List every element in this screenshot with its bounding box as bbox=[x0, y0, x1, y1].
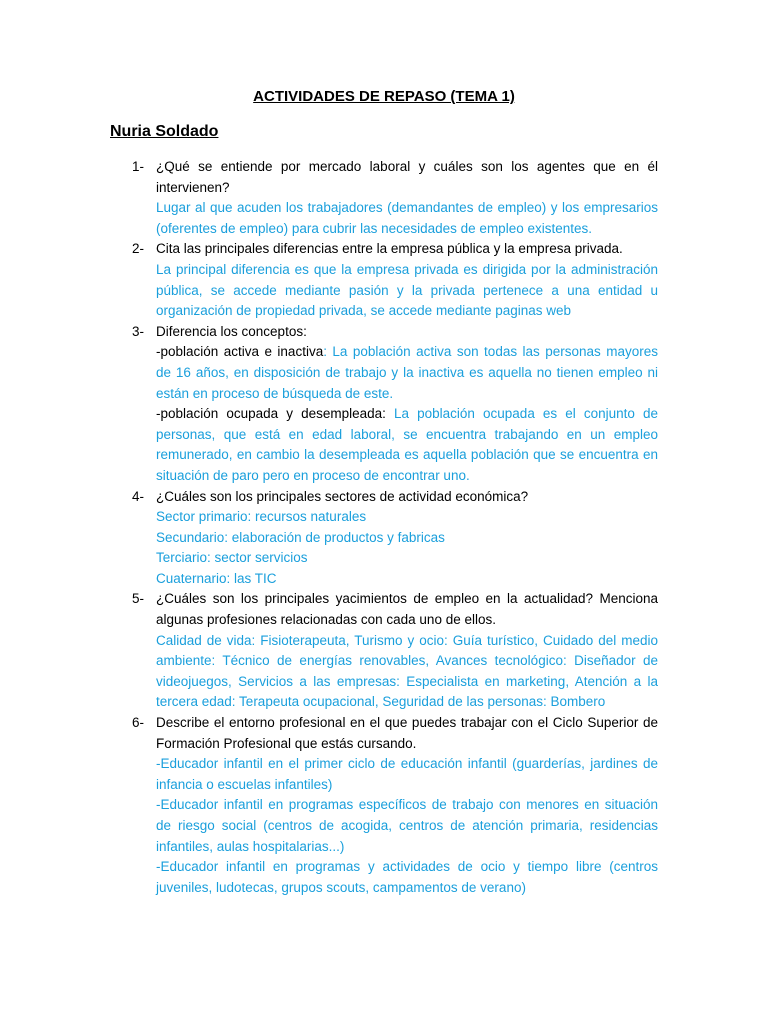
sub-answer-text: La población ocupada es el conjunto de personas, que está en edad laboral, se encuentra trabajando en un empleo remunerado, en cambio la desempleada es aquella población que se encuentra en situación de paro pero en proceso de encontrar uno. bbox=[156, 406, 659, 483]
answer-line: Terciario: sector servicios bbox=[156, 550, 308, 566]
sub-question-employed-unemployed bbox=[156, 404, 658, 486]
document-title: ACTIVIDADES DE REPASO (TEMA 1) bbox=[253, 88, 515, 105]
question-item-3 bbox=[126, 322, 658, 487]
question-text: ¿Cuáles son los principales yacimientos de empleo en la actualidad? Menciona algunas profesiones relacionadas con cada uno de ellos. bbox=[156, 591, 658, 628]
question-number: 4- bbox=[132, 488, 145, 504]
question-number: 1- bbox=[132, 159, 145, 174]
question-text: Diferencia los conceptos: bbox=[156, 323, 307, 339]
answer-text: Calidad de vida: Fisioterapeuta, Turismo y ocio: Guía turístico, Cuidado del medio ambiente: Técnico de energías renovables, Avances tecnológico: Diseñador de videojuegos, Servicios a las empresas: Especialista en marketing, Atención a la tercera edad: Terapeuta ocupacional, Seguridad de las personas: Bombero bbox=[156, 632, 658, 710]
question-number: 3- bbox=[132, 323, 145, 339]
question-item-1 bbox=[126, 157, 658, 239]
question-item-4 bbox=[126, 487, 658, 590]
answer-text: Lugar al que acuden los trabajadores (demandantes de empleo) y los empresarios (oferentes de empleo) para cubrir las necesidades de empleo existentes. bbox=[156, 200, 658, 236]
question-item-5 bbox=[126, 589, 658, 713]
author-name: Nuria Soldado bbox=[110, 123, 219, 140]
answer-line: Sector primario: recursos naturales bbox=[156, 509, 367, 525]
sub-question-label: -población activa e inactiva bbox=[156, 344, 324, 360]
answer-line: -Educador infantil en programas específicos de trabajo con menores en situación de riesgo social (centros de acogida, centros de atención primaria, residencias infantiles, aulas hospitalarias...) bbox=[156, 797, 658, 854]
answer-line: -Educador infantil en el primer ciclo de educación infantil (guarderías, jardines de infancia o escuelas infantiles) bbox=[156, 756, 658, 792]
question-text: Cita las principales diferencias entre la empresa pública y la empresa privada. bbox=[156, 241, 623, 257]
question-number: 5- bbox=[132, 591, 145, 607]
question-text: ¿Cuáles son los principales sectores de actividad económica? bbox=[156, 488, 529, 504]
sub-question-label: -población ocupada y desempleada: bbox=[156, 406, 395, 422]
answer-line: Secundario: elaboración de productos y fabricas bbox=[156, 529, 445, 545]
answer-text: La principal diferencia es que la empresa privada es dirigida por la administración pública, se accede mediante pasión y la privada pertenece a una entidad u organización de propiedad privada, se accede mediante paginas web bbox=[156, 261, 658, 319]
question-list bbox=[126, 157, 658, 898]
answer-line: Cuaternario: las TIC bbox=[156, 570, 277, 586]
question-item-6 bbox=[126, 713, 658, 898]
question-item-2 bbox=[126, 239, 658, 321]
question-number: 2- bbox=[132, 241, 145, 257]
question-text: ¿Qué se entiende por mercado laboral y cuáles son los agentes que en él intervienen? bbox=[156, 159, 658, 195]
sub-answer-text: : La población activa son todas las personas mayores de 16 años, en disposición de trabajo y la inactiva es aquella no tienen empleo ni están en proceso de búsqueda de este. bbox=[156, 344, 659, 401]
question-text: Describe el entorno profesional en el que puedes trabajar con el Ciclo Superior de Formación Profesional que estás cursando. bbox=[156, 715, 658, 751]
sub-question-active-inactive bbox=[156, 342, 658, 404]
question-number: 6- bbox=[132, 715, 145, 731]
answer-line: -Educador infantil en programas y actividades de ocio y tiempo libre (centros juveniles, ludotecas, grupos scouts, campamentos de verano) bbox=[156, 859, 658, 895]
